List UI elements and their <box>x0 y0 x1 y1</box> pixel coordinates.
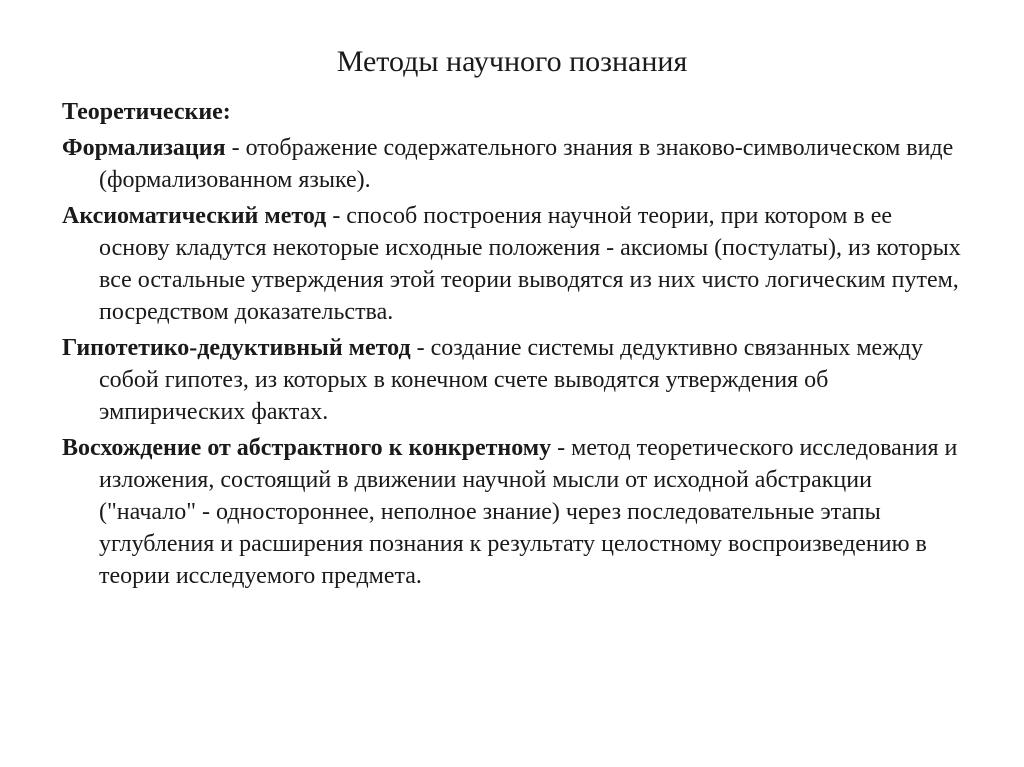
method-hypothetico-deductive <box>62 332 962 428</box>
method-term: Восхождение от абстрактного к конкретному <box>62 435 552 461</box>
method-ascent-abstract-concrete <box>62 432 962 592</box>
method-formalization <box>62 132 962 196</box>
method-term: Гипотетико-дедуктивный метод <box>62 335 411 361</box>
slide-content <box>62 96 962 596</box>
section-heading: Теоретические: <box>62 99 231 125</box>
method-definition: - метод теоретического исследования и изложения, состоящий в движении научной мысли от исходной абстракции ("начало" - одностороннее, неполное знание) через последовательные этапы углубления и расширения познания к результату целостному воспроизведению в теории исследуемого предмета. <box>99 435 958 589</box>
method-definition: - создание системы дедуктивно связанных между собой гипотез, из которых в конечном счете выводятся утверждения об эмпирических фактах. <box>99 335 923 425</box>
method-term: Формализация <box>62 135 226 161</box>
method-definition: - способ построения научной теории, при котором в ее основу кладутся некоторые исходные положения - аксиомы (постулаты), из которых все остальные утверждения этой теории выводятся из них чисто логическим путем, посредством доказательства. <box>99 203 961 325</box>
method-axiomatic <box>62 200 962 328</box>
method-definition: - отображение содержательного знания в знаково-символическом виде (формализованном языке). <box>99 135 954 193</box>
method-term: Аксиоматический метод <box>62 203 327 229</box>
slide-title: Методы научного познания <box>336 45 688 78</box>
